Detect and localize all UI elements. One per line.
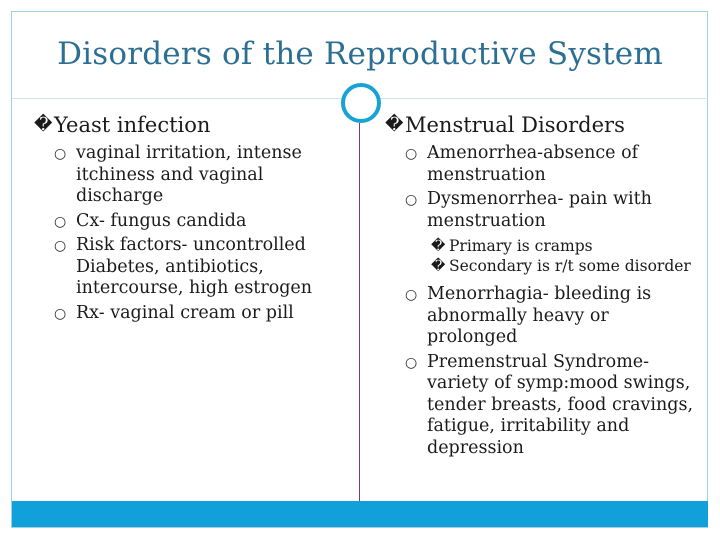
list-item: ○ Rx- vaginal cream or pill: [34, 303, 334, 325]
right-list: [385, 143, 695, 232]
circle-bullet-icon: ○: [54, 213, 67, 230]
sub-list-item: � Secondary is r/t some disorder: [431, 257, 691, 275]
circle-bullet-icon: ○: [405, 287, 418, 303]
right-heading-text: Menstrual Disorders: [405, 113, 625, 137]
left-heading-text: Yeast infection: [54, 113, 211, 137]
circle-bullet-icon: ○: [405, 354, 418, 371]
sub-bullet-icon: �: [431, 238, 446, 254]
heading-bullet-icon: �: [385, 114, 404, 135]
left-heading: [34, 113, 334, 137]
sub-list-item: � Primary is cramps: [431, 237, 593, 255]
circle-bullet-icon: ○: [405, 146, 418, 162]
column-divider: [359, 123, 360, 503]
list-item: ○ Premenstrual Syndrome- variety of symp:mood swings, tender breasts, food cravings, fatigue, irritability and depression: [405, 351, 694, 458]
list-item: ○ vaginal irritation, intense itchiness and vaginal discharge: [54, 143, 302, 206]
list-item: ○ Menorrhagia- bleeding is abnormally heavy or prolonged: [405, 284, 652, 347]
title-underline-right: [378, 98, 708, 99]
title-underline-left: [12, 98, 342, 99]
heading-bullet-icon: �: [34, 114, 53, 135]
list-item: ○ Amenorrhea-absence of menstruation: [405, 143, 639, 185]
left-list: [34, 143, 334, 324]
right-column: [385, 113, 695, 462]
right-heading: [385, 113, 695, 137]
sub-bullet-icon: �: [431, 258, 446, 274]
list-item: ○ Risk factors- uncontrolled Diabetes, antibiotics, intercourse, high estrogen: [54, 235, 313, 298]
circle-bullet-icon: ○: [54, 146, 67, 162]
list-item: ○ Dysmenorrhea- pain with menstruation: [405, 189, 652, 231]
right-sublist: [385, 236, 695, 276]
slide-title: Disorders of the Reproductive System: [57, 36, 663, 72]
list-item: ○ Cx- fungus candida: [34, 211, 334, 233]
left-column: [34, 113, 334, 327]
right-list-continued: [385, 284, 695, 459]
circle-bullet-icon: ○: [54, 305, 67, 322]
circle-bullet-icon: ○: [405, 192, 418, 208]
footer-bar: [12, 501, 708, 527]
circle-ornament-icon: [341, 83, 381, 123]
circle-bullet-icon: ○: [54, 238, 67, 254]
